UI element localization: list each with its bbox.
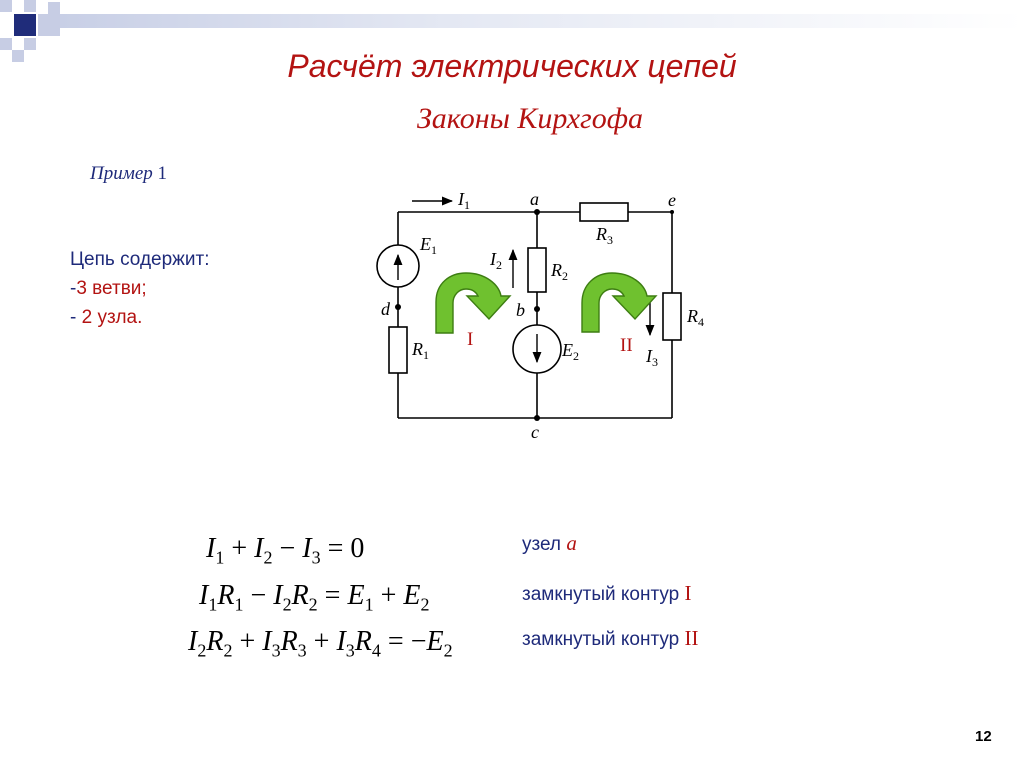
loop-arrow-2	[582, 273, 656, 332]
node-e-label: e	[668, 190, 676, 210]
node-b-label: b	[516, 300, 525, 320]
equation-loop-2: $I_2R_2 + I_3R_3 + I_3R_4 = -E_2$	[188, 626, 453, 661]
resistor-r3	[580, 203, 628, 221]
page-number: 12	[975, 728, 992, 745]
example-word: Пример	[90, 163, 153, 184]
current-i1-label: $I_1$	[458, 189, 470, 212]
loop-arrow-1	[436, 273, 510, 333]
current-i2-label: $I_2$	[490, 249, 502, 272]
node-c-dot	[534, 415, 540, 421]
equation-3-text	[188, 626, 498, 660]
node-d-label: d	[381, 299, 390, 319]
source-e2-label: $E_2$	[562, 340, 579, 363]
resistor-r4-label: $R_4$	[687, 306, 704, 329]
page-subtitle: Законы Кирхгофа	[416, 102, 644, 135]
current-i3-label: $I_3$	[646, 346, 658, 369]
node-c-label: c	[531, 422, 539, 442]
resistor-r2-label: $R_2$	[551, 260, 568, 283]
resistor-r1	[389, 327, 407, 373]
loop-2-label: II	[620, 335, 633, 356]
node-e-dot	[670, 210, 674, 214]
resistor-r4	[663, 293, 681, 340]
node-b-dot	[534, 306, 540, 312]
node-a-dot	[534, 209, 540, 215]
page-title: Расчёт электрических цепей	[287, 48, 737, 84]
equation-node-a: $I_1 + I_2 - I_3 = 0$	[206, 533, 365, 568]
contents-line-nodes: - 2 узла.	[70, 307, 143, 328]
label-node-a: узел a	[522, 531, 577, 555]
label-loop-1: замкнутый контур I	[522, 581, 692, 605]
node-d-dot	[395, 304, 401, 310]
resistor-r1-label: $R_1$	[412, 339, 429, 362]
contents-line-branches: -3 ветви;	[70, 278, 147, 299]
equation-loop-1: $I_1R_1 - I_2R_2 = E_1 + E_2$	[199, 580, 430, 615]
equation-1-text	[206, 533, 396, 567]
loop-1-label: I	[467, 329, 474, 350]
example-number: 1	[157, 163, 168, 184]
contents-heading: Цепь содержит:	[70, 249, 210, 270]
label-loop-2: замкнутый контур II	[522, 626, 699, 650]
resistor-r2	[528, 248, 546, 292]
equation-2-text	[199, 580, 459, 614]
source-e1-label: $E_1$	[420, 234, 437, 257]
resistor-r3-label: $R_3$	[596, 224, 613, 247]
node-a-label: a	[530, 189, 539, 209]
